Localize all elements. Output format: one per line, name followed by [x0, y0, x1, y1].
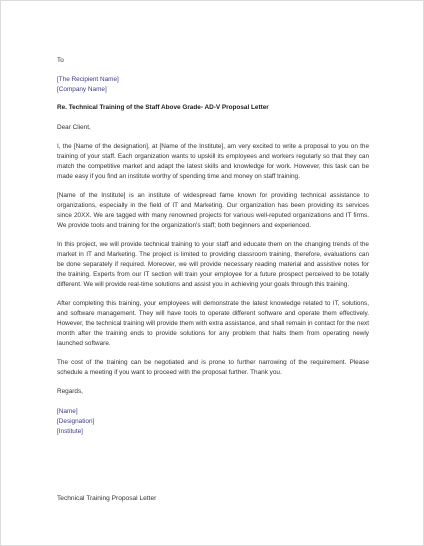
paragraph-institute: [Name of the Institute] is an institute of widespread fame known for providing technical assistance to organizations, especially in the field of IT and Marketing. Our organization has been providing its services since 20XX. We are tagged with many renowned projects for various well-reputed organizations and IT firms. We provide tools and training for the organization's staff; both beginners and experienced. — [57, 192, 369, 229]
paragraph-project: In this project, we will provide technical training to your staff and educate them on the changing trends of the market in IT and Marketing. The project is limited to providing classroom training, therefore, evaluations can be done separately if required. Moreover, we will provide necessary reading material and assistive notes for the training. Experts from our IT section will train your employee for a future prospect perceived to be totally different. We will provide real-time solutions and assist you in achieving your goals through this training. — [57, 241, 369, 288]
paragraph-cost: The cost of the training can be negotiated and is prone to further narrowing of the requirement. Please schedule a meeting if you want to proceed with the proposal further. Thank you. — [57, 359, 369, 376]
recipient-name: [The Recipient Name] — [57, 76, 119, 83]
letter-body — [57, 56, 369, 437]
greeting: Dear Client, — [57, 124, 91, 131]
closing: Regards, — [57, 388, 83, 395]
company-name: [Company Name] — [57, 86, 107, 93]
subject-line: Re. Technical Training of the Staff Above Grade- AD-V Proposal Letter — [57, 104, 269, 111]
paragraph-intro: I, the [Name of the designation], at [Name of the Institute], am very excited to write a proposal to you on the training of your staff. Each organization wants to upskill its employees and workers regularly so that they can match the competitive market and adapt the latest skills and knowledge for work. However, this task can be made easy if you find an institute worthy of spending time and money on staff training. — [57, 143, 369, 180]
paragraph-outcomes: After completing this training, your employees will demonstrate the latest knowledge related to IT, solutions, and software management. They will have tools to operate different software and operate them effectively. However, the technical training will provide them with extra assistance, and shall remain in contact for the next month after the training ends to provide solutions for any problem that halts them from operating newly launched software. — [57, 300, 369, 347]
signature-name: [Name] — [57, 408, 78, 415]
to-label: To — [57, 57, 64, 64]
footer-caption: Technical Training Proposal Letter — [57, 495, 157, 502]
signature-designation: [Designation] — [57, 418, 95, 425]
signature-institute: [Institute] — [57, 428, 83, 435]
